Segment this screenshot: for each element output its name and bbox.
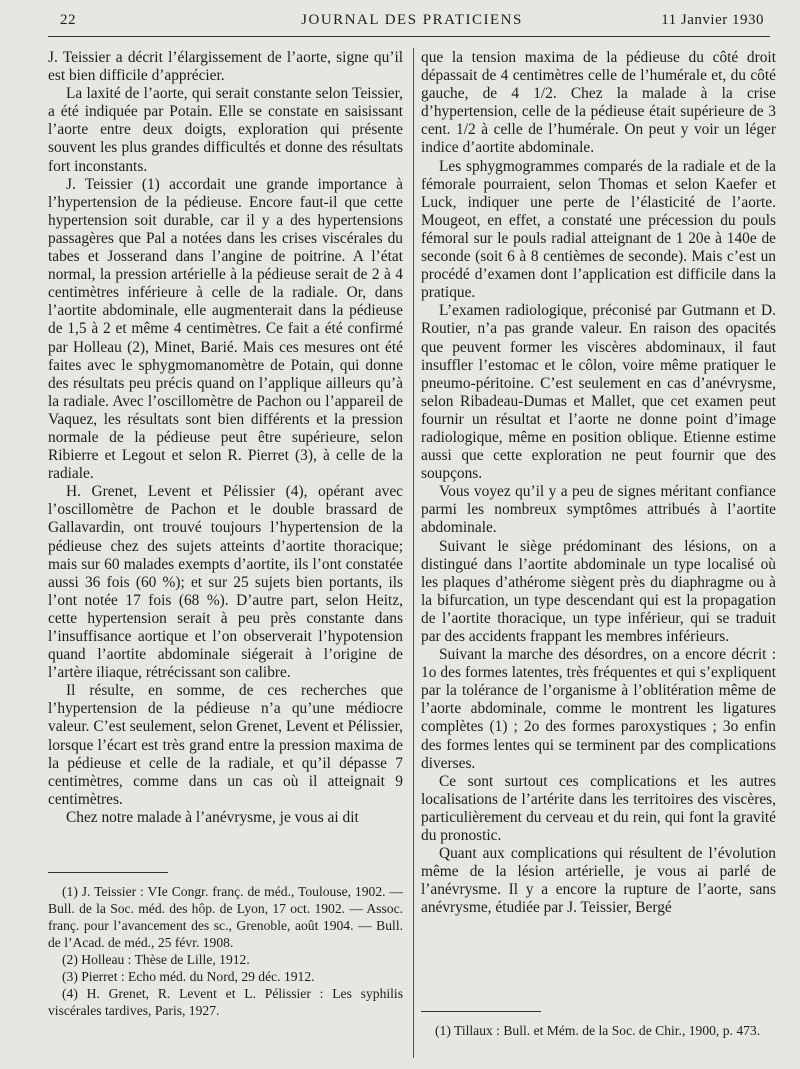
paragraph: Quant aux complications qui résultent de l’évolution même de la lésion artérielle, je vous ai parlé de l’anévrysme. Il y a encore la rupture de l’aorte, sans anévrysme, étudiée par J. Teissier, Bergé <box>421 845 776 917</box>
header-rule <box>48 36 770 37</box>
right-column <box>421 49 776 1038</box>
footnotes-right <box>421 997 776 1039</box>
page-number: 22 <box>60 12 76 28</box>
footnote: (4) H. Grenet, R. Levent et L. Pélissier : Les syphilis viscérales tardives, Paris, 1927. <box>48 986 403 1018</box>
paragraph: Il résulte, en somme, de ces recherches que l’hypertension de la pédieuse n’a qu’une médiocre valeur. C’est seulement, selon Grenet, Levent et Pélissier, lorsque l’écart est très grand entre la pression maxima de la pédieuse et celle de la radiale, et qu’il dépasse 7 centimètres, comme dans un cas où il atteignait 9 centimètres. <box>48 682 403 808</box>
footnotes-left <box>48 858 403 1019</box>
left-column <box>48 49 403 1018</box>
paragraph: J. Teissier a décrit l’élargissement de l’aorte, signe qu’il est bien difficile d’apprécier. <box>48 49 403 85</box>
footnote-rule <box>48 872 168 873</box>
footnote: (2) Holleau : Thèse de Lille, 1912. <box>62 952 250 967</box>
paragraph: Chez notre malade à l’anévrysme, je vous ai dit <box>66 808 359 826</box>
paragraph: Suivant le siège prédominant des lésions, on a distingué dans l’aortite abdominale un type localisé où les plaques d’athérome siègent près du diaphragme ou à la bifurcation, un type descendant qui est la propagation de l’aortite thoracique, un type inférieur, qui se traduit par des accidents frappant les membres inférieurs. <box>421 537 776 645</box>
paragraph: H. Grenet, Levent et Pélissier (4), opérant avec l’oscillomètre de Pachon et le double brassard de Gallavardin, ont trouvé toujours l’hypertension de la pédieuse chez des sujets atteints d’aortite thoracique; mais sur 60 malades exempts d’aortite, ils l’ont constatée aussi 36 fois (60 %); et sur 25 sujets bien portants, ils l’ont notée 17 fois (68 %). D’autre part, selon Heitz, cette hypertension serait à peu près constante dans l’insuffisance aortique et l’on observerait l’hypotension quand l’aortite abdominale siégerait à l’origine de l’artère iliaque, rétrécissant son calibre. <box>48 483 403 682</box>
journal-title: JOURNAL DES PRATICIENS <box>301 12 523 28</box>
paragraph: J. Teissier (1) accordait une grande importance à l’hypertension de la pédieuse. Encore faut-il que cette hypertension soit durable, car il y a des hypertensions passagères que Pal a notées dans les crises viscérales du tabes et Josserand dans l’angine de poitrine. A l’état normal, la pression artérielle à la pédieuse serait de 2 à 4 centimètres inférieure à celle de la radiale. Or, dans l’aortite abdominale, elle augmenterait dans la pédieuse de 1,5 à 2 et même 4 centimètres. Ce fait a été confirmé par Holleau (2), Minet, Barié. Mais ces mesures ont été faites avec le sphygmomanomètre de Potain, qui donne des résultats peu précis quand on l’applique ailleurs qu’à la radiale. Avec l’oscillomètre de Pachon ou l’appareil de Vaquez, les résultats sont bien différents et la pression normale de la pédieuse peut être supérieure, selon Ribierre et Legout et selon R. Pierret (3), à celle de la radiale. <box>48 175 403 483</box>
paragraph: Ce sont surtout ces complications et les autres localisations de l’artérite dans les territoires des viscères, particulièrement du cerveau et du rein, qui font la gravité du pronostic. <box>421 772 776 845</box>
paragraph: Suivant la marche des désordres, on a encore décrit : 1o des formes latentes, très fréquentes et qui s’expliquent par la tolérance de l’organisme à l’oblitération même de l’aorte abdominale, comme le montrent les ligatures complètes (1) ; 2o des formes paroxystiques ; 3o enfin des formes lentes qui se terminent par des complications diverses. <box>421 646 776 772</box>
footnote-rule <box>421 1011 541 1012</box>
footnote: (3) Pierret : Echo méd. du Nord, 29 déc. 1912. <box>62 969 315 984</box>
issue-date: 11 Janvier 1930 <box>661 12 764 28</box>
running-header <box>60 12 764 34</box>
footnote: (1) Tillaux : Bull. et Mém. de la Soc. de Chir., 1900, p. 473. <box>435 1023 761 1038</box>
paragraph: Les sphygmogrammes comparés de la radiale et de la fémorale pourraient, selon Thomas et selon Kaefer et Luck, indiquer une perte de l’élasticité de l’aorte. Mougeot, en effet, a constaté une précession du pouls fémoral sur le pouls radial atteignant de 1 20e à 140e de seconde (soit 6 à 8 centièmes de seconde). Mais c’est un procédé d’examen dont l’application est difficile dans la pratique. <box>421 157 776 302</box>
paragraph: La laxité de l’aorte, qui serait constante selon Teissier, a été indiquée par Potain. Elle se constate en saisissant l’aorte entre deux doigts, exploration qui présente souvent les plus grandes difficultés et donne des résultats fort inconstants. <box>48 85 403 175</box>
paragraph: Vous voyez qu’il y a peu de signes méritant confiance parmi les nombreux symptômes attribués à l’aortite abdominale. <box>421 483 776 537</box>
column-divider <box>413 48 414 1058</box>
paragraph: que la tension maxima de la pédieuse du côté droit dépassait de 4 centimètres celle de l’humérale et, du côté gauche, de 4 1/2. Chez la malade à la crise d’hypertension, celle de la pédieuse était supérieure de 3 cent. 1/2 à celle de l’humérale. On peut y voir un léger indice d’aortite abdominale. <box>421 49 776 157</box>
paragraph: L’examen radiologique, préconisé par Gutmann et D. Routier, n’a pas grande valeur. En raison des opacités que peuvent former les viscères abdominaux, il faut insuffler l’estomac et le côlon, voire même pratiquer le pneumo-péritoine. C’est seulement en cas d’anévrysme, selon Ribadeau-Dumas et Mallet, que cet examen peut fournir un résultat et l’aorte ne donne point d’image radiologique, même en position oblique. Etienne estime aussi que cette exploration ne peut fournir que des soupçons. <box>421 302 776 483</box>
footnote: (1) J. Teissier : VIe Congr. franç. de méd., Toulouse, 1902. — Bull. de la Soc. méd. des hôp. de Lyon, 17 oct. 1902. — Assoc. franç. pour l’avancement des sc., Grenoble, août 1904. — Bull. de l’Acad. de méd., 25 févr. 1908. <box>48 884 403 950</box>
